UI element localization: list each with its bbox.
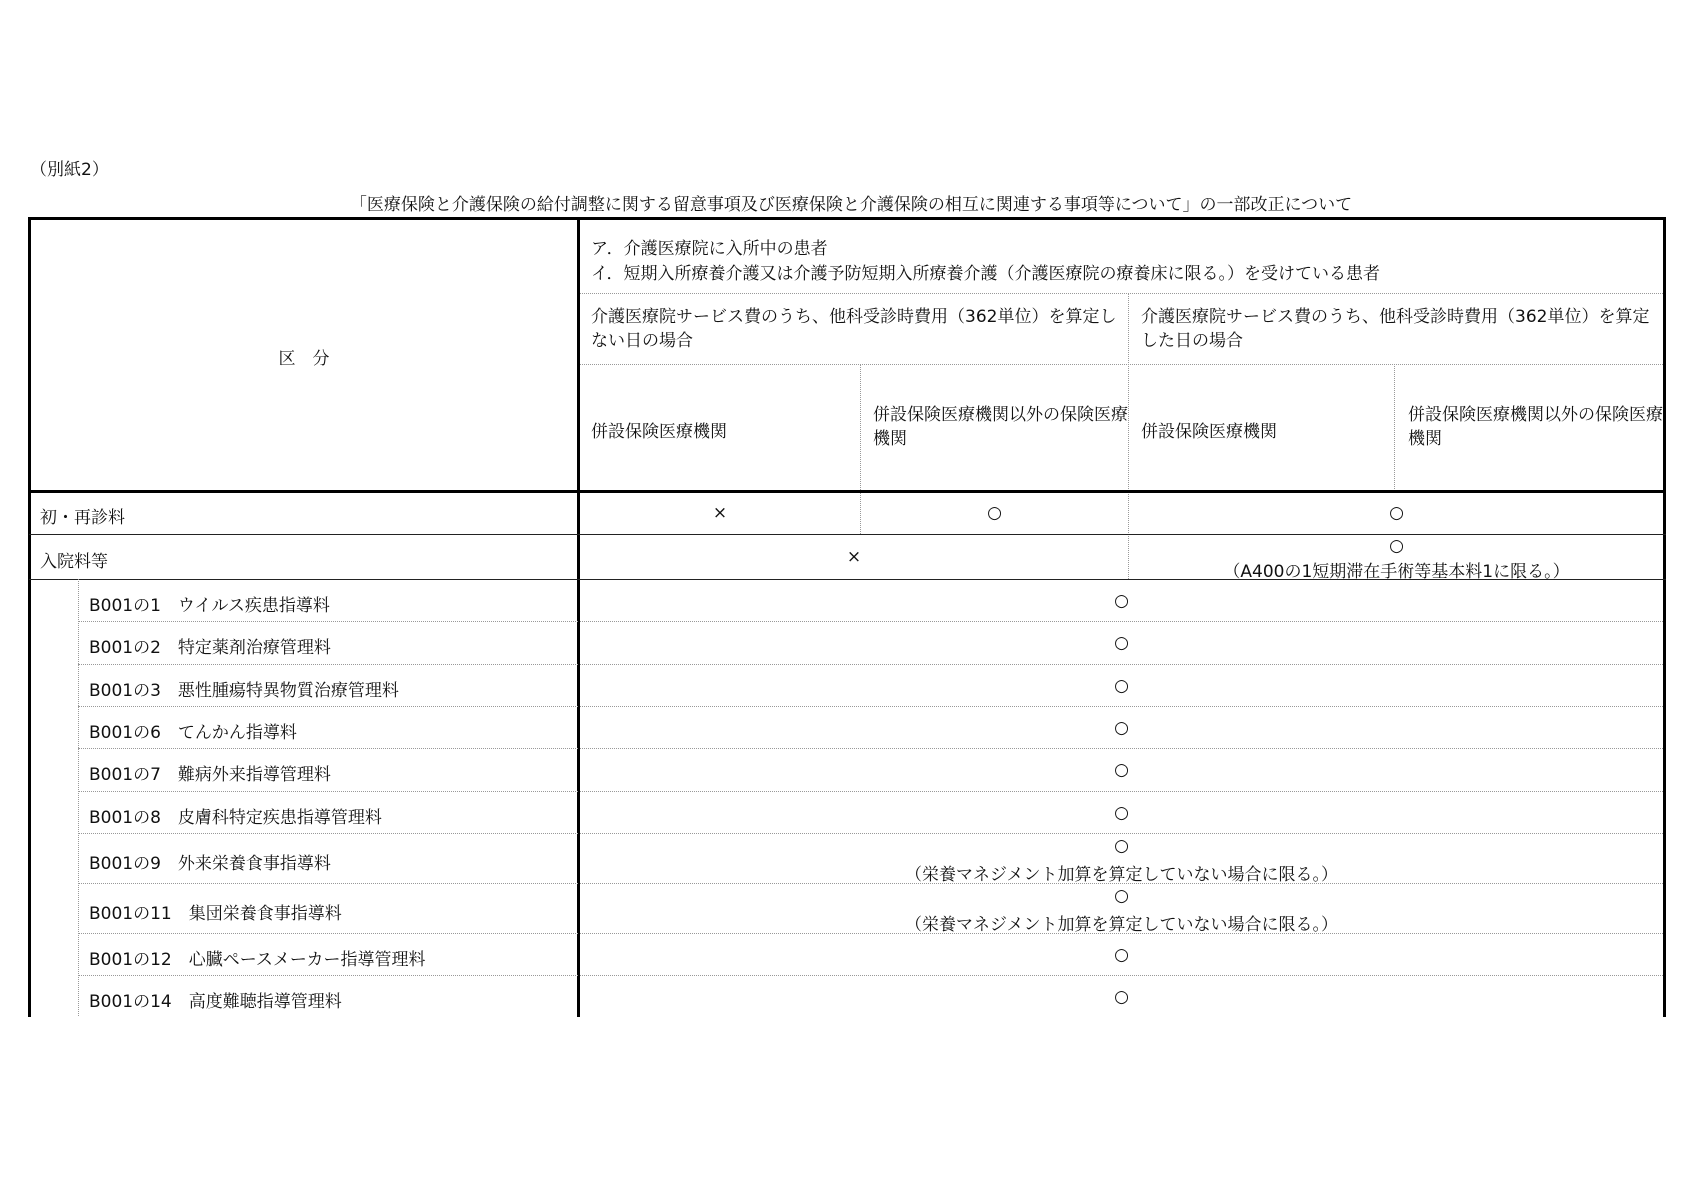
header-patient-i: イ．短期入所療養介護又は介護予防短期入所療養介護（介護医療院の療養床に限る。）を受けている患者 (591, 264, 1380, 284)
header-case-calculated: 介護医療院サービス費のうち、他科受診時費用（362単位）を算定した日の場合 (1141, 307, 1650, 351)
row-label: B001の9 外来栄養食事指導料 (89, 854, 331, 874)
cell-mark: ○ (1389, 503, 1404, 523)
cell-mark: ○ (1114, 886, 1129, 906)
header-divider (580, 364, 1663, 365)
row-label: B001の14 高度難聴指導管理料 (89, 992, 342, 1012)
cell-mark: ○ (987, 503, 1002, 523)
row-label: B001の8 皮膚科特定疾患指導管理料 (89, 808, 382, 828)
indent-divider (78, 579, 79, 1016)
cell-mark: ○ (1114, 803, 1129, 823)
row-label: B001の3 悪性腫瘍特異物質治療管理料 (89, 681, 399, 701)
row-label: B001の1 ウイルス疾患指導料 (89, 596, 330, 616)
cell-mark: ○ (1114, 718, 1129, 738)
cell-mark: ○ (1114, 987, 1129, 1007)
subheader-col4: 併設保険医療機関以外の保険医療機関 (1408, 405, 1663, 449)
row-label: B001の12 心臓ペースメーカー指導管理料 (89, 950, 426, 970)
subheader-col2: 併設保険医療機関以外の保険医療機関 (873, 405, 1128, 449)
table-left-border (28, 217, 31, 1017)
cell-mark: ○ (1114, 836, 1129, 856)
table-top-border (29, 217, 1666, 220)
header-case-not-calculated: 介護医療院サービス費のうち、他科受診時費用（362単位）を算定しない日の場合 (591, 307, 1117, 351)
cell-note: （栄養マネジメント加算を算定していない場合に限る。） (905, 915, 1338, 935)
cell-mark: × (712, 503, 728, 523)
table-right-border (1663, 217, 1666, 1017)
cell-mark: × (846, 547, 862, 567)
subheader-col1: 併設保険医療機関 (591, 422, 727, 442)
cell-note: （栄養マネジメント加算を算定していない場合に限る。） (905, 865, 1338, 885)
cell-mark: ○ (1114, 945, 1129, 965)
row-label: B001の2 特定薬剤治療管理料 (89, 638, 331, 658)
doc-label: （別紙2） (30, 160, 109, 180)
cell-mark: ○ (1114, 676, 1129, 696)
cell-mark: ○ (1114, 760, 1129, 780)
header-divider (1128, 293, 1129, 491)
row-label: B001の6 てんかん指導料 (89, 723, 297, 743)
header-bottom-border (29, 490, 1666, 493)
subheader-col3: 併設保険医療機関 (1141, 422, 1277, 442)
cell-mark: ○ (1114, 591, 1129, 611)
cell-note: （A400の1短期滞在手術等基本料1に限る。） (1223, 562, 1570, 582)
row-label: B001の11 集団栄養食事指導料 (89, 904, 342, 924)
header-divider (580, 293, 1663, 294)
cell-mark: ○ (1389, 536, 1404, 556)
row-label: 初・再診料 (40, 508, 125, 528)
row-label: B001の7 難病外来指導管理料 (89, 765, 331, 785)
row-divider (29, 534, 1666, 535)
cell-mark: ○ (1114, 633, 1129, 653)
header-kubun: 区 分 (278, 349, 330, 369)
doc-title: 「医療保険と介護保険の給付調整に関する留意事項及び医療保険と介護保険の相互に関連する事項等について」の一部改正について (349, 195, 1353, 215)
row-label: 入院料等 (40, 552, 108, 572)
header-divider (1394, 364, 1395, 491)
header-patient-a: ア．介護医療院に入所中の患者 (591, 239, 828, 259)
